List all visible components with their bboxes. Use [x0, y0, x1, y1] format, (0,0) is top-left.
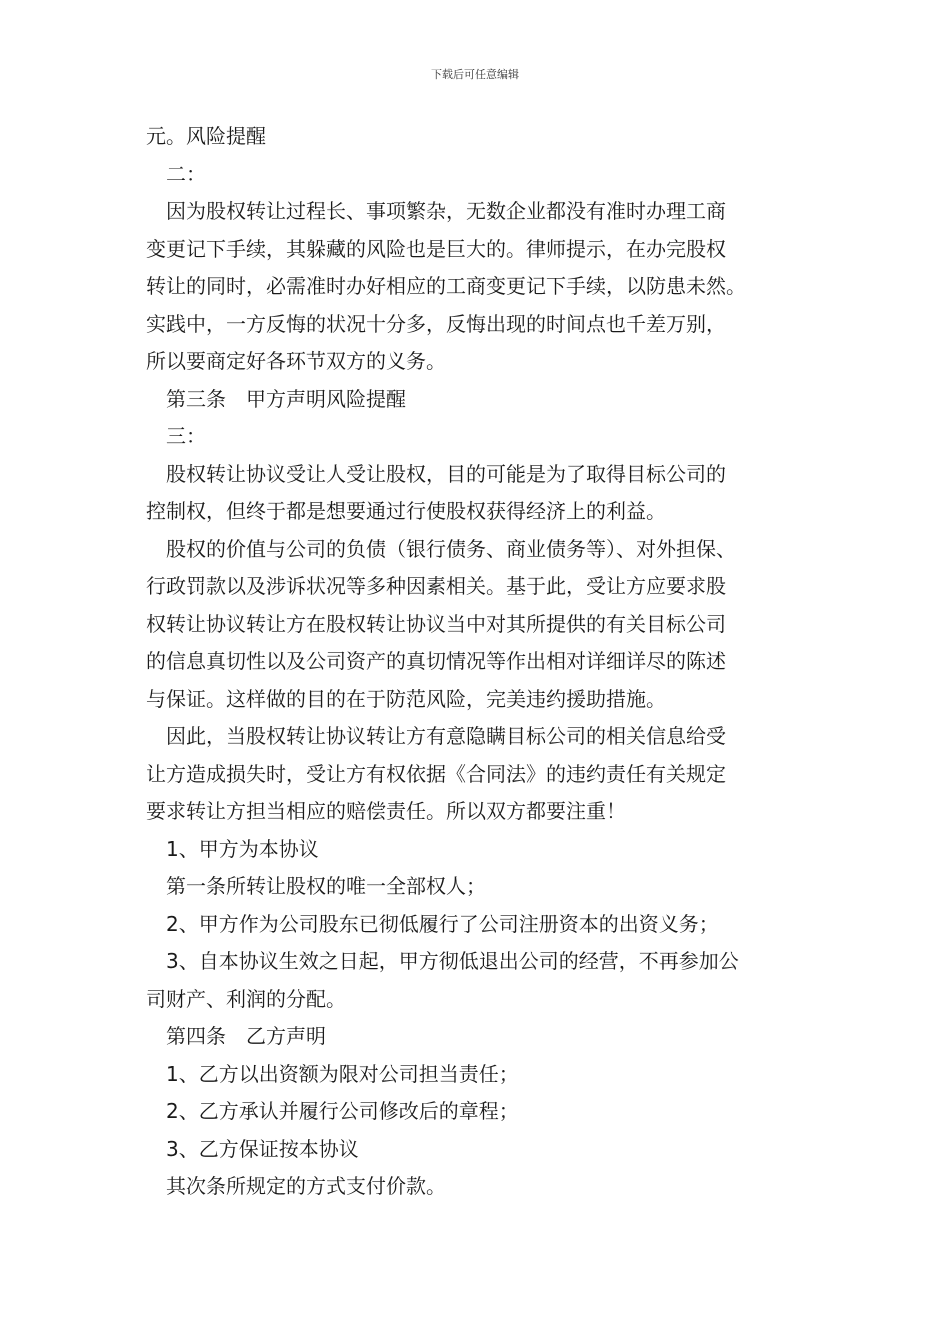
text-line: 1、甲方为本协议: [166, 836, 319, 861]
text-line: 2、甲方作为公司股东已彻低履行了公司注册资本的出资义务；: [166, 911, 719, 936]
text-line: 要求转让方担当相应的赔偿责任。所以双方都要注重！: [146, 799, 626, 823]
text-line: 三：: [166, 424, 206, 448]
text-line: 变更记下手续，其躲藏的风险也是巨大的。律师提示，在办完股权: [146, 236, 726, 261]
text-line: 股权转让协议受让人受让股权，目的可能是为了取得目标公司的: [166, 461, 726, 486]
text-line: 1、乙方以出资额为限对公司担当责任；: [166, 1061, 519, 1086]
text-line: 因此，当股权转让协议转让方有意隐瞒目标公司的相关信息给受: [166, 724, 726, 748]
text-line: 其次条所规定的方式支付价款。: [166, 1174, 446, 1198]
text-line: 2、乙方承认并履行公司修改后的章程；: [166, 1099, 519, 1123]
text-line: 让方造成损失时，受让方有权依据《合同法》的违约责任有关规定: [146, 761, 726, 786]
text-line: 实践中，一方反悔的状况十分多，反悔出现的时间点也千差万别，: [146, 311, 726, 336]
page-header: 下载后可任意编辑: [431, 68, 519, 81]
text-line: 第四条 乙方声明: [166, 1024, 326, 1048]
text-line: 行政罚款以及涉诉状况等多种因素相关。基于此，受让方应要求股: [146, 574, 726, 598]
text-line: 股权的价值与公司的负债（银行债务、商业债务等）、对外担保、: [166, 536, 736, 561]
text-line: 元。风险提醒: [146, 124, 266, 148]
text-line: 转让的同时，必需准时办好相应的工商变更记下手续，以防患未然。: [146, 274, 746, 298]
text-line: 第一条所转让股权的唯一全部权人；: [166, 874, 486, 898]
text-line: 与保证。这样做的目的在于防范风险，完美违约援助措施。: [146, 686, 666, 711]
text-line: 控制权，但终于都是想要通过行使股权获得经济上的利益。: [146, 499, 666, 523]
text-line: 所以要商定好各环节双方的义务。: [146, 349, 446, 373]
text-line: 3、乙方保证按本协议: [166, 1136, 359, 1161]
text-line: 权转让协议转让方在股权转让协议当中对其所提供的有关目标公司: [146, 611, 726, 636]
text-line: 因为股权转让过程长、事项繁杂，无数企业都没有准时办理工商: [166, 199, 726, 223]
text-line: 司财产、利润的分配。: [146, 986, 346, 1011]
text-line: 3、自本协议生效之日起，甲方彻低退出公司的经营，不再参加公: [166, 949, 739, 973]
text-line: 二：: [166, 161, 206, 186]
text-line: 的信息真切性以及公司资产的真切情况等作出相对详细详尽的陈述: [146, 649, 726, 673]
text-line: 第三条 甲方声明风险提醒: [166, 386, 406, 411]
document-body: [146, 118, 826, 1206]
